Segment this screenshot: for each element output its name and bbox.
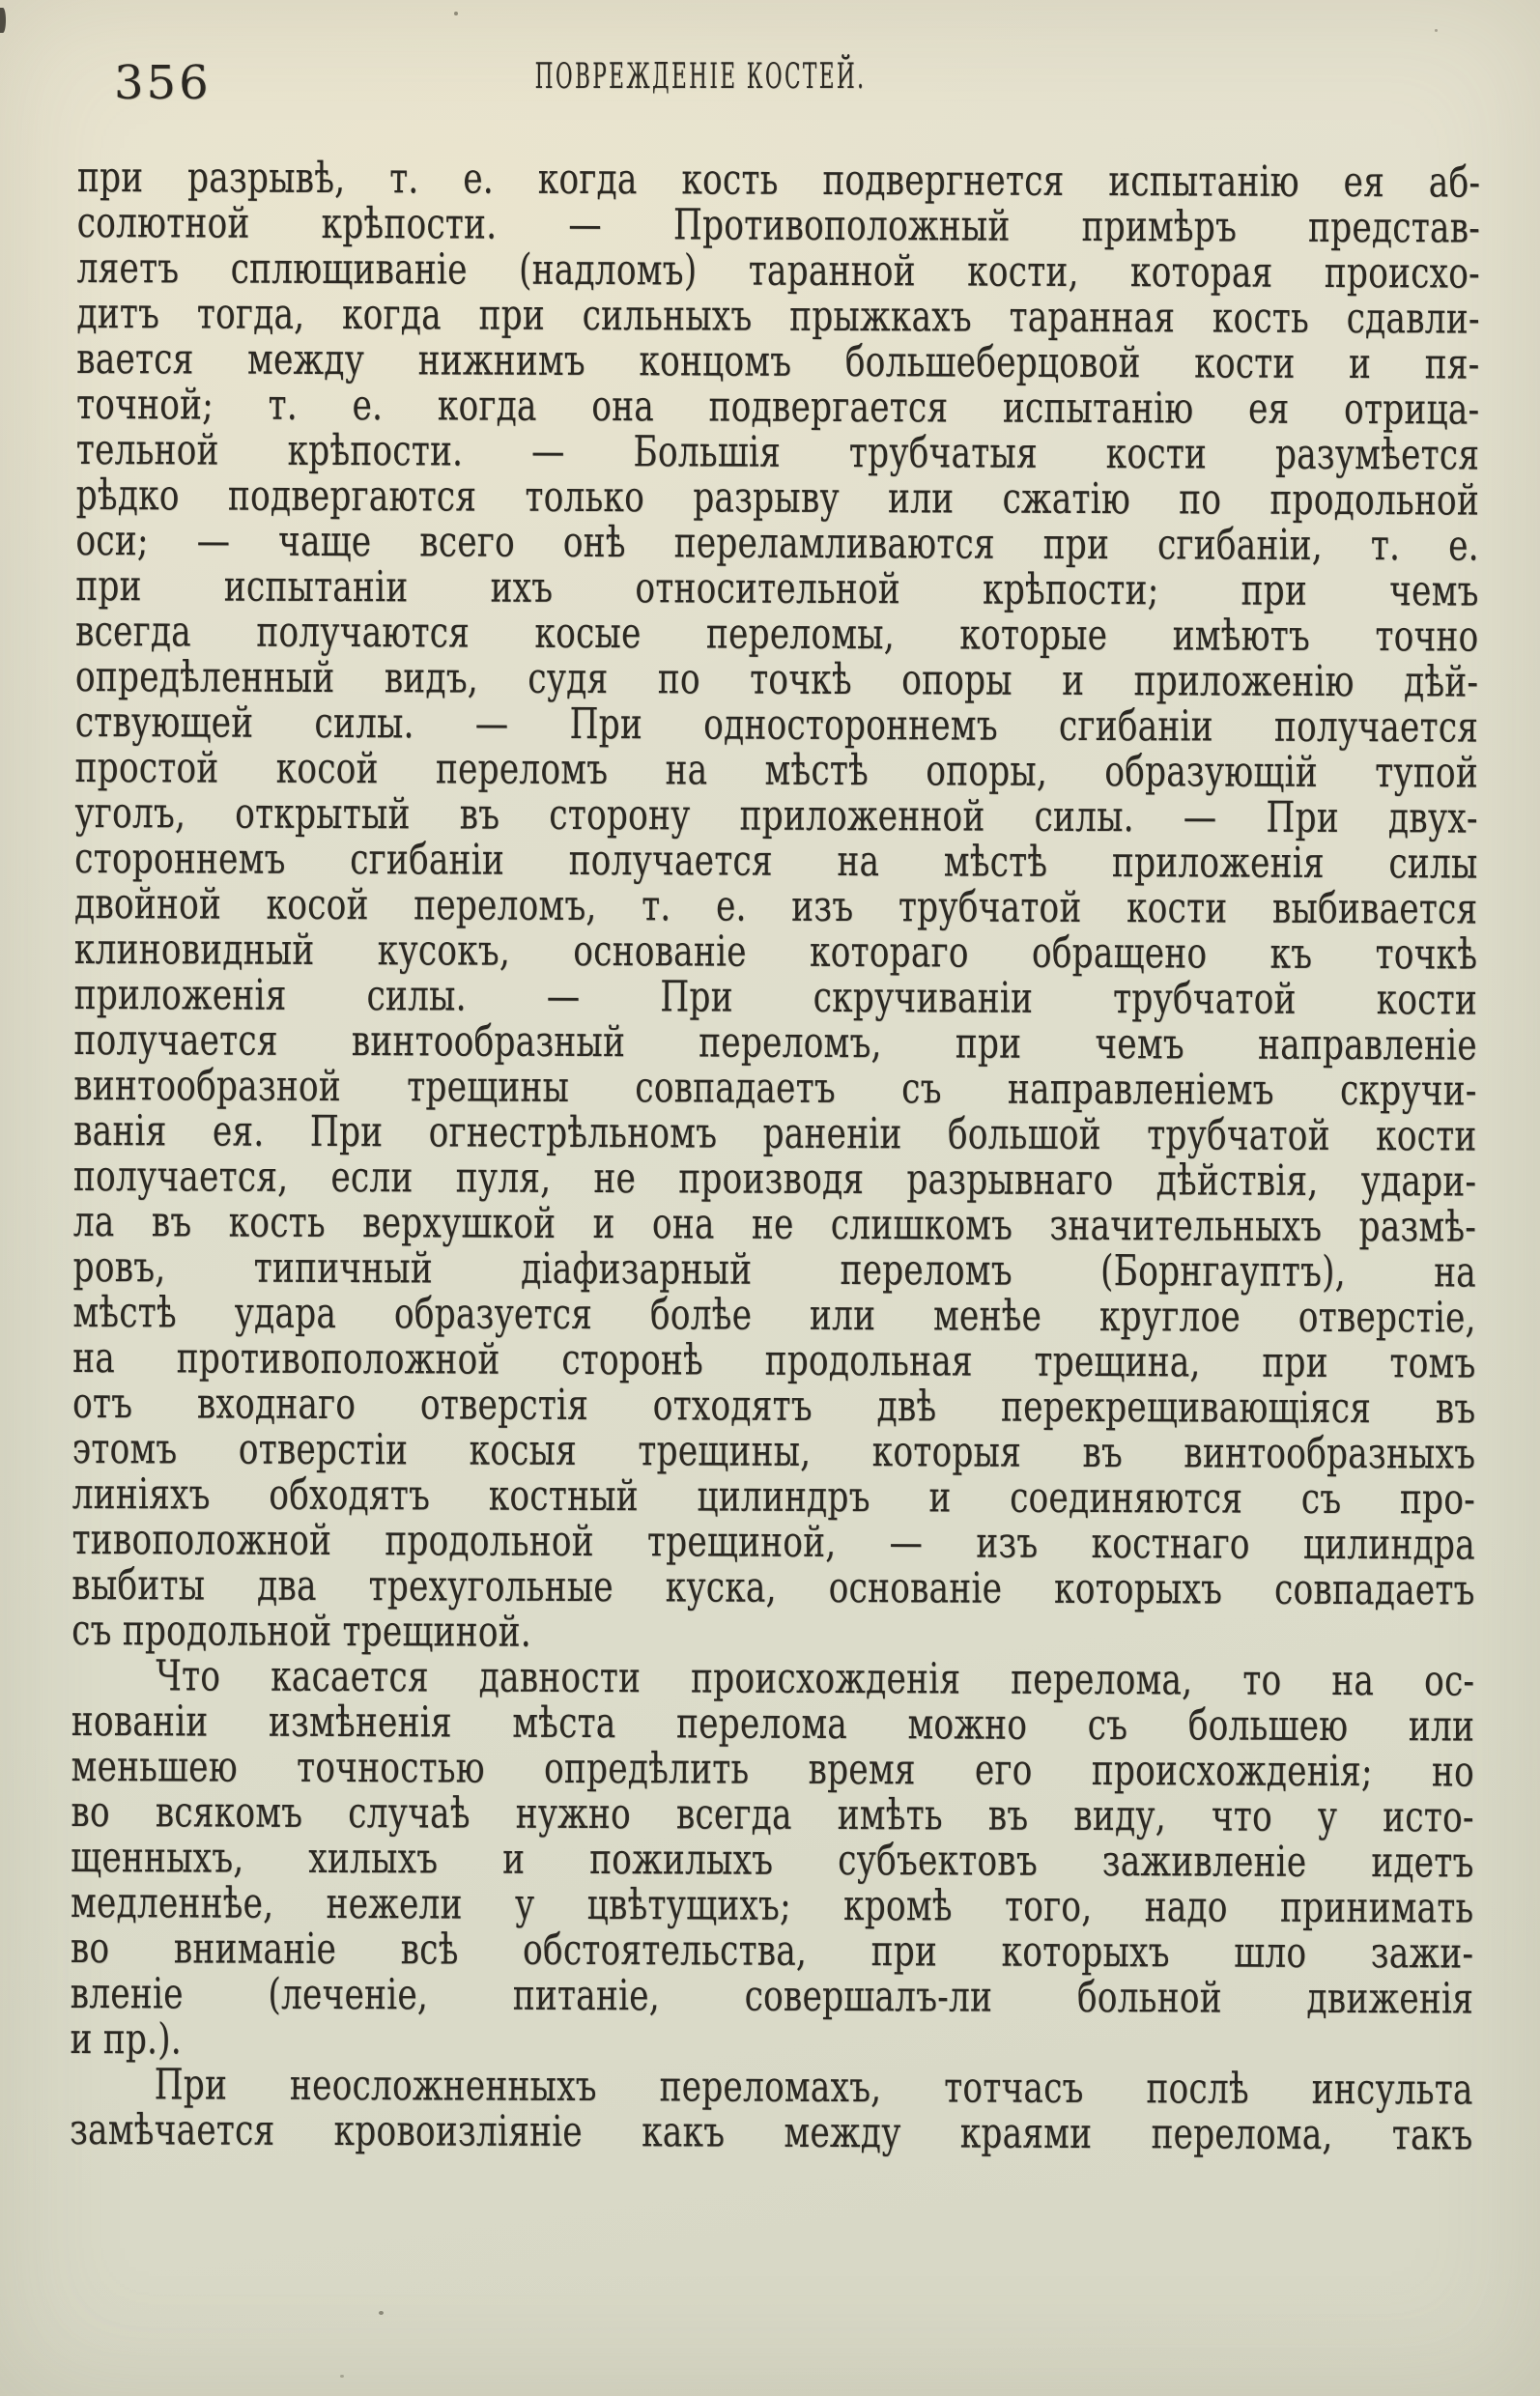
text-line: солютной крѣпости. — Противоположный примѣръ представ- (76, 197, 1481, 253)
text-line: точной; т. е. когда она подвергается испытанію ея отрица- (75, 379, 1480, 435)
text-line: клиновидный кусокъ, основаніе котораго обращено къ точкѣ (73, 924, 1478, 980)
text-line: получается винтообразный переломъ, при чемъ направленіе (73, 1014, 1477, 1070)
text-line: съ продольной трещиной. (71, 1605, 532, 1657)
text-line: уголъ, открытый въ сторону приложенной силы. — При двух- (74, 787, 1478, 843)
text-line: и пр.). (70, 2013, 183, 2065)
text-line: получается, если пуля, не производя разрывнаго дѣйствія, удари- (72, 1151, 1477, 1207)
text-line: Что касается давности происхожденія перелома, то на ос- (156, 1651, 1475, 1706)
paper-speck (379, 2311, 384, 2315)
text-line: всегда получаются косые переломы, которые имѣютъ точно (75, 606, 1479, 662)
text-line: вается между нижнимъ концомъ большеберцовой кости и пя- (76, 333, 1480, 389)
text-line: этомъ отверстіи косыя трещины, которыя въ винтообразныхъ (71, 1423, 1476, 1479)
text-line: при разрывѣ, т. е. когда кость подвергнется испытанію ея аб- (76, 153, 1481, 208)
paper-speck (1435, 29, 1438, 32)
text-line: дитъ тогда, когда при сильныхъ прыжкахъ таранная кость сдавли- (76, 288, 1480, 344)
text-line: мѣстѣ удара образуется болѣе или менѣе круглое отверстіе, (72, 1287, 1476, 1343)
text-line: на противоположной сторонѣ продольная трещина, при томъ (72, 1332, 1476, 1388)
text-line: ляетъ сплющиваніе (надломъ) таранной кости, которая происхо- (76, 242, 1480, 299)
text-line: ствующей силы. — При одностороннемъ сгибаніи получается (74, 697, 1479, 753)
text-line: тельной крѣпости. — Большія трубчатыя кости разумѣется (75, 424, 1480, 480)
paper-speck (340, 2375, 344, 2378)
text-line: стороннемъ сгибаніи получается на мѣстѣ приложенія силы (74, 833, 1478, 889)
text-line: простой косой переломъ на мѣстѣ опоры, образующій тупой (74, 742, 1479, 798)
text-line: тивоположной продольной трещиной, — изъ костнаго цилиндра (71, 1514, 1475, 1570)
page-number: 356 (114, 56, 212, 110)
text-line: меньшею точностью опредѣлить время его происхожденія; но (71, 1741, 1475, 1797)
text-line: замѣчается кровоизліяніе какъ между краями перелома, такъ (70, 2104, 1473, 2160)
text-line: вленіе (леченіе, питаніе, совершалъ-ли больной движенія (70, 1968, 1474, 2024)
text-line: ровъ, типичный діафизарный переломъ (Борнгауптъ), на (72, 1241, 1477, 1298)
paper-speck (454, 12, 458, 15)
text-line: медленнѣе, нежели у цвѣтущихъ; кромѣ того, надо принимать (70, 1877, 1474, 1933)
body-text (70, 155, 1540, 2159)
text-line: оси; — чаще всего онѣ переламливаются при сгибаніи, т. е. (75, 515, 1479, 571)
text-line: отъ входнаго отверстія отходятъ двѣ перекрещивающіяся въ (71, 1378, 1476, 1434)
text-line: винтообразной трещины совпадаетъ съ направленіемъ скручи- (73, 1060, 1477, 1116)
text-line: приложенія силы. — При скручиваніи трубчатой кости (73, 969, 1478, 1025)
scan-edge-artifact (0, 8, 6, 33)
text-line: ла въ кость верхушкой и она не слишкомъ значительныхъ размѣ- (72, 1196, 1477, 1252)
text-line: нованіи измѣненія мѣста перелома можно съ большею или (71, 1696, 1475, 1752)
text-line: щенныхъ, хилыхъ и пожилыхъ субъектовъ заживленіе идетъ (71, 1832, 1474, 1888)
text-line: ванія ея. При огнестрѣльномъ раненіи большой трубчатой кости (73, 1105, 1477, 1161)
text-line: При неосложненныхъ переломахъ, тотчасъ послѣ инсульта (154, 2060, 1473, 2115)
text-line: двойной косой переломъ, т. е. изъ трубчатой кости выбивается (73, 878, 1478, 934)
text-line: во вниманіе всѣ обстоятельства, при которыхъ шло зажи- (70, 1923, 1474, 1979)
text-line: опредѣленный видъ, судя по точкѣ опоры и приложенію дѣй- (74, 651, 1479, 707)
text-line: во всякомъ случаѣ нужно всегда имѣть въ виду, что у исто- (71, 1786, 1474, 1842)
text-line: при испытаніи ихъ относительной крѣпости; при чемъ (75, 560, 1479, 616)
text-line: выбиты два трехугольные куска, основаніе которыхъ совпадаетъ (71, 1559, 1475, 1615)
text-line: линіяхъ обходятъ костный цилиндръ и соединяются съ про- (71, 1469, 1476, 1525)
text-line: рѣдко подвергаются только разрыву или сжатію по продольной (75, 470, 1480, 526)
running-header: ПОВРЕЖДЕНІЕ КОСТЕЙ. (534, 57, 867, 97)
